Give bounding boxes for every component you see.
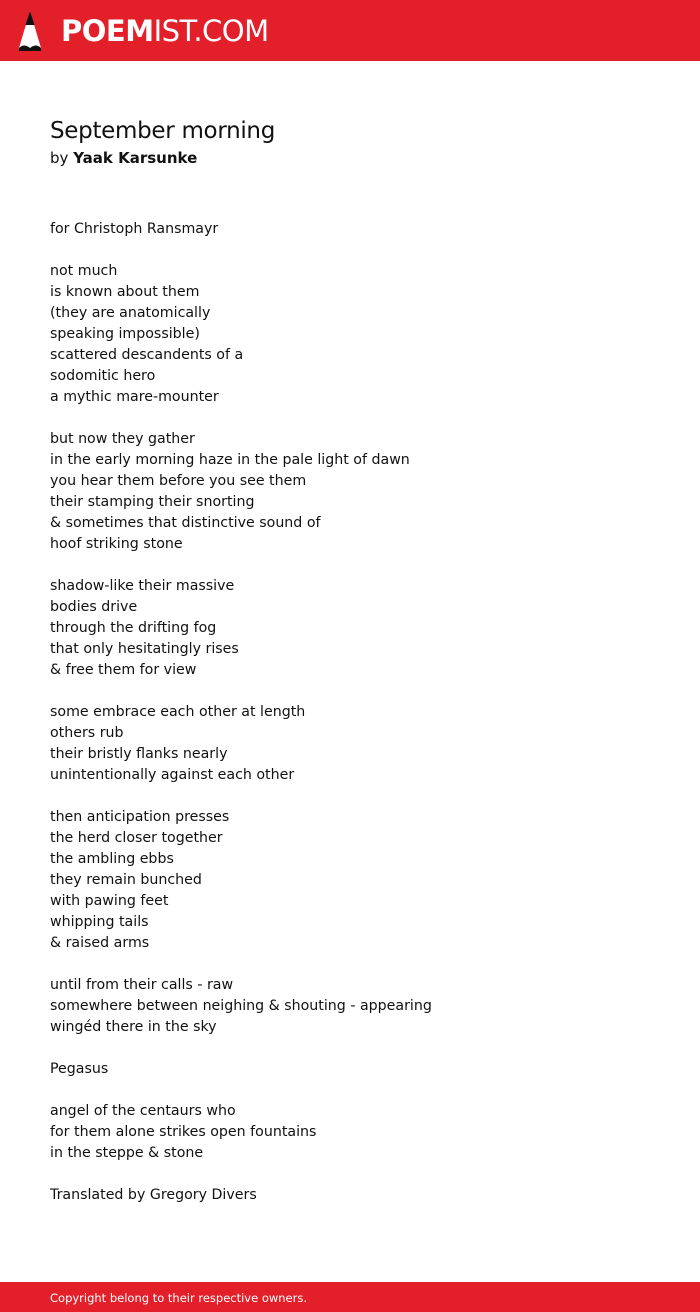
pencil-tip-icon[interactable] [17,10,43,52]
logo-bold-part: POEM [61,14,154,48]
site-footer [0,1282,700,1312]
poem-body: for Christoph Ransmayr not much is known about them (they are anatomically speaking impossible) scattered descandents of a sodomitic hero a mythic mare-mounter but now they gather in the early morning haze in the pale light of dawn you hear them before you see them their stamping their snorting & sometimes that distinctive sound of hoof striking stone shadow-like their massive bodies drive through the drifting fog that only hesitatingly rises & free them for view some embrace each other at length others rub their bristly flanks nearly unintentionally against each other then anticipation presses the herd closer together the ambling ebbs they remain bunched with pawing feet whipping tails & raised arms until from their calls - raw somewhere between neighing & shouting - appearing wingéd there in the sky Pegasus angel of the centaurs who for them alone strikes open fountains in the steppe & stone Translated by Gregory Divers [50,221,432,1203]
author-name: Yaak Karsunke [73,149,198,167]
site-logo-text[interactable] [61,13,269,49]
copyright-notice: Copyright belong to their respective owners. [50,1291,308,1305]
site-header [0,0,700,61]
by-label: by [50,149,69,167]
poem-title: September morning [50,118,276,144]
byline [50,148,197,169]
logo-light-part: IST.COM [153,14,269,48]
